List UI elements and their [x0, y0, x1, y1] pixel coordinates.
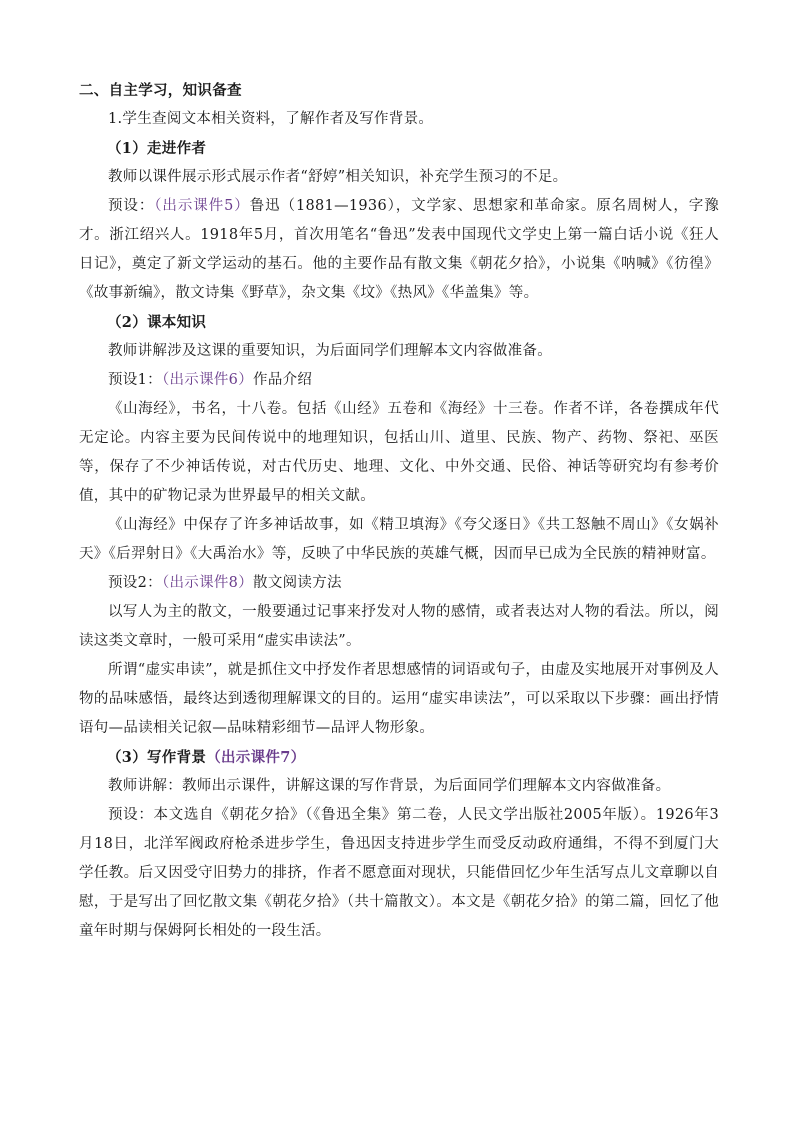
preset-label: 预设2：: [108, 575, 162, 591]
preset-title: 散文阅读方法: [253, 575, 342, 591]
subheading-textbook: （2）课本知识: [107, 314, 207, 331]
preset-label: 预设：: [108, 198, 155, 214]
paragraph-preset-2: [79, 569, 719, 598]
paragraph-preset-1: [79, 366, 719, 395]
slide-tag: （出示课件5）: [154, 198, 250, 214]
subheading-author: （1）走进作者: [107, 140, 207, 157]
slide-tag: （出示课件6）: [161, 372, 254, 388]
preset-label: 预设1：: [108, 372, 162, 388]
paragraph-method-1: 以写人为主的散文，一般要通过记事来抒发对人物的感情，或者表达对人物的看法。所以，阅读这类文章时，一般可采用“虚实串读法”。: [79, 604, 719, 649]
subheading-label: （3）写作背景: [107, 749, 207, 766]
slide-tag: （出示课件7）: [206, 749, 306, 766]
paragraph-author-intro: 教师以课件展示形式展示作者“舒婷”相关知识，补充学生预习的不足。: [108, 169, 568, 185]
paragraph-shanhaijing-2: 《山海经》中保存了许多神话故事，如《精卫填海》《夸父逐日》《共工怒触不周山》《女娲补天》《后羿射日》《大禹治水》等，反映了中华民族的英雄气概，因而早已成为全民族的精神财富。: [79, 517, 719, 562]
paragraph-author-preset: [79, 192, 719, 308]
subheading-background: [79, 743, 719, 772]
preset-title: 作品介绍: [253, 372, 313, 388]
paragraph-background-preset: 预设：本文选自《朝花夕拾》（《鲁迅全集》第二卷，人民文学出版社2005年版）。1926年3月18日，北洋军阀政府枪杀进步学生，鲁迅因支持进步学生而受反动政府通缉，不得不到厦门大学任教。后又因受守旧势力的排挤，作者不愿意面对现状，只能借回忆少年生活写点儿文章聊以自慰，于是写出了回忆散文集《朝花夕拾》（共十篇散文）。本文是《朝花夕拾》的第二篇，回忆了他童年时期与保姆阿长相处的一段生活。: [79, 807, 719, 939]
paragraph-textbook-intro: 教师讲解涉及这课的重要知识，为后面同学们理解本文内容做准备。: [108, 343, 552, 359]
paragraph-shanhaijing-1: 《山海经》，书名，十八卷。包括《山经》五卷和《海经》十三卷。作者不详，各卷撰成年代无定论。内容主要为民间传说中的地理知识，包括山川、道里、民族、物产、药物、祭祀、巫医等，保存了不少神话传说，对古代历史、地理、文化、中外交通、民俗、神话等研究均有参考价值，其中的矿物记录为世界最早的相关文献。: [79, 401, 719, 504]
section-title: 二、自主学习，知识备查: [79, 82, 242, 99]
item-1: 1.学生查阅文本相关资料，了解作者及写作背景。: [108, 111, 434, 127]
paragraph-background-intro: 教师讲解：教师出示课件，讲解这课的写作背景，为后面同学们理解本文内容做准备。: [108, 778, 671, 794]
paragraph-method-2: 所谓“虚实串读”，就是抓住文中抒发作者思想感情的词语或句子，由虚及实地展开对事例及人物的品味感悟，最终达到透彻理解课文的目的。运用“虚实串读法”，可以采取以下步骤：画出抒情语句—品读相关记叙—品味精彩细节—品评人物形象。: [79, 662, 719, 736]
preset-text: 鲁迅（1881—1936），文学家、思想家和革命家。原名周树人，字豫才。浙江绍兴人。1918年5月，首次用笔名“鲁迅”发表中国现代文学史上第一篇白话小说《狂人日记》，奠定了新文学运动的基石。他的主要作品有散文集《朝花夕拾》，小说集《呐喊》《彷徨》《故事新编》，散文诗集《野草》，杂文集《坟》《热风》《华盖集》等。: [79, 198, 719, 301]
document-page: [79, 76, 719, 946]
slide-tag: （出示课件8）: [161, 575, 254, 591]
